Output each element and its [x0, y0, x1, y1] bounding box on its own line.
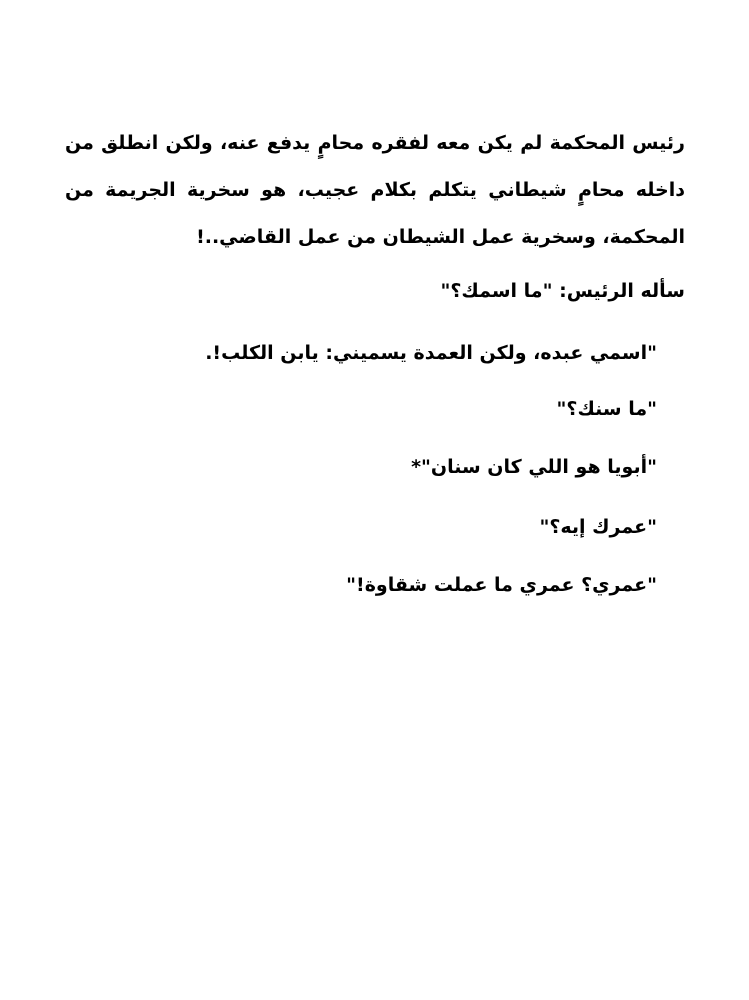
dialogue-line: "اسمي عبده، ولكن العمدة يسميني: يابن الكلب!.	[205, 342, 657, 364]
dialogue-line: "أبويا هو اللي كان سنان"*	[411, 456, 657, 478]
dialogue-line: "ما سنك؟"	[556, 398, 657, 420]
dialogue-line: "عمري؟ عمري ما عملت شقاوة!"	[346, 574, 657, 596]
body-paragraph: رئيس المحكمة لم يكن معه لفقره محامٍ يدفع عنه، ولكن انطلق من داخله محامٍ شيطاني يتكلم بكلام عجيب، هو سخرية الجريمة من المحكمة، وسخرية عمل الشيطان من عمل القاضي..!	[65, 132, 685, 248]
question-intro-line: سأله الرئيس: "ما اسمك؟"	[440, 280, 685, 302]
dialogue-line: "عمرك إيه؟"	[539, 516, 657, 538]
